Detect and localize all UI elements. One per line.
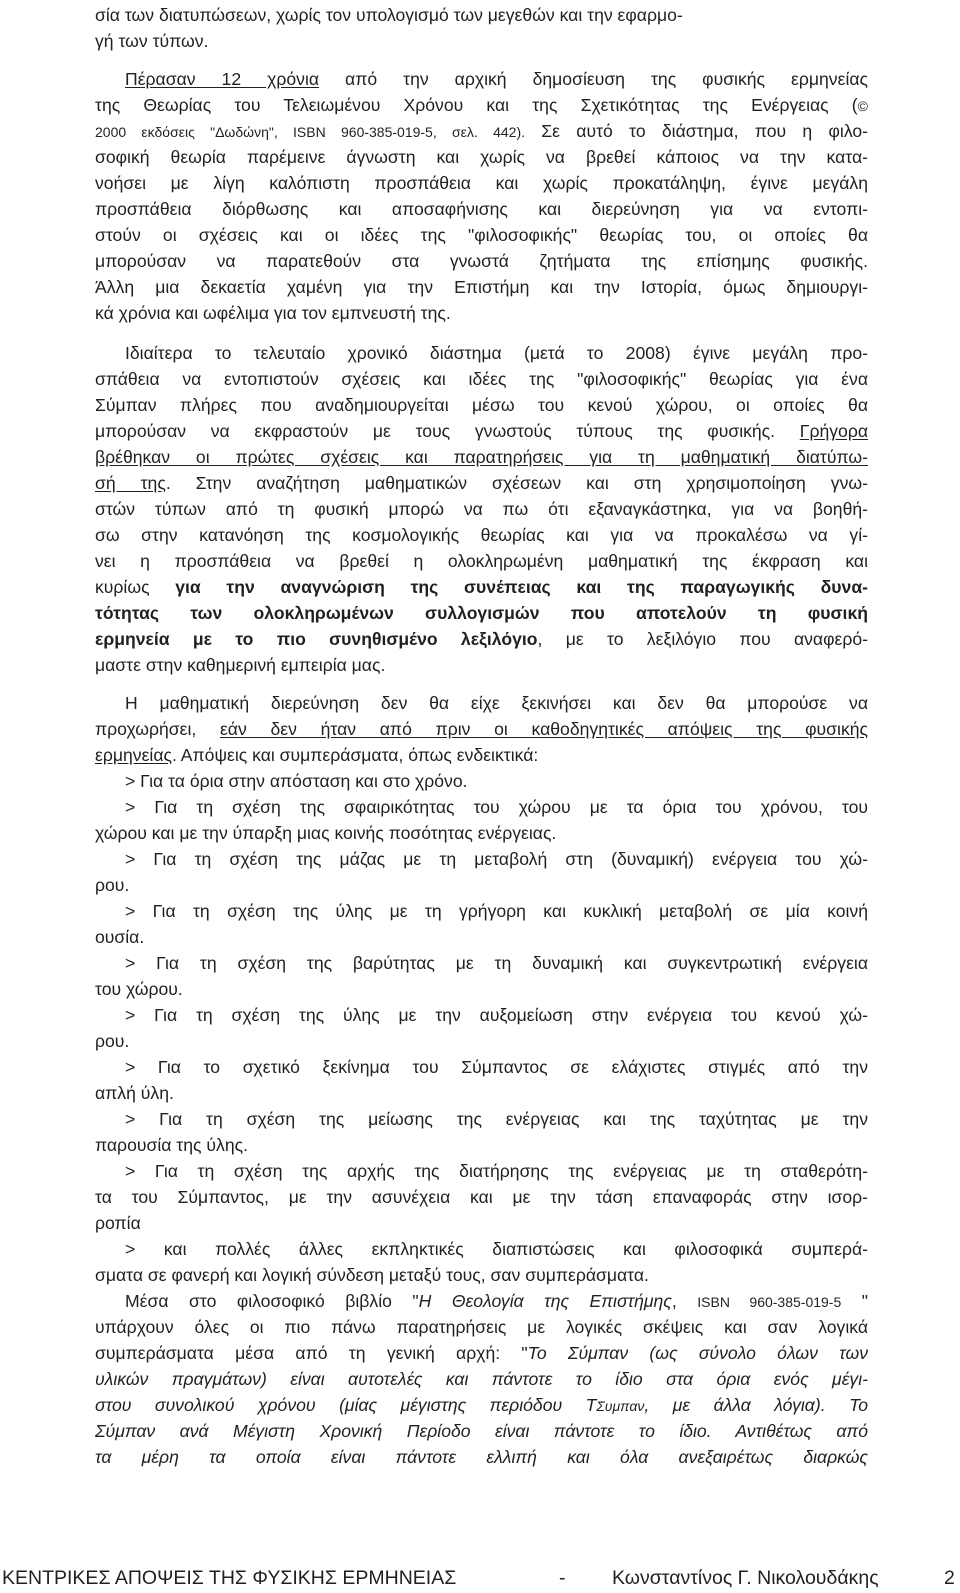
italic-text: Το Σύμπαν (ως σύνολο όλων των	[527, 1343, 868, 1363]
text-line	[95, 1158, 868, 1184]
footer-title: ΚΕΝΤΡΙΚΕΣ ΑΠΟΨΕΙΣ ΤΗΣ ΦΥΣΙΚΗΣ ΕΡΜΗΝΕΙΑΣ	[2, 1567, 457, 1589]
text-line	[95, 1366, 868, 1392]
text-segment: απλή ύλη.	[95, 1083, 174, 1103]
text-line	[95, 1210, 868, 1236]
text-segment: νοήσει με λίγη καλόπιστη προσπάθεια και χωρίς προκατάληψη, έγινε μεγάλη	[95, 173, 868, 193]
text-segment: χώρου και με την ύπαρξη μιας κοινής ποσότητας ενέργειας.	[95, 823, 557, 843]
text-line	[95, 444, 868, 470]
underlined-text: ερμηνείας	[95, 745, 172, 765]
text-line	[95, 470, 868, 496]
text-segment: > και πολλές άλλες εκπληκτικές διαπιστώσεις και φιλοσοφικά συμπερά-	[125, 1239, 868, 1259]
text-line	[95, 92, 868, 118]
text-segment: από την αρχική δημοσίευση της φυσικής ερμηνείας	[319, 69, 869, 89]
text-line	[95, 742, 868, 768]
text-segment: ροπία	[95, 1213, 141, 1233]
text-segment: > Για τη σχέση της βαρύτητας με τη δυναμική και συγκεντρωτική ενέργεια	[125, 953, 868, 973]
text-segment: Σε αυτό το διάστημα, που η φιλο-	[525, 121, 868, 141]
text-segment: τα του Σύμπαντος, με την ασυνέχεια και με την τάση επαναφοράς στην ισορ-	[95, 1187, 868, 1207]
text-segment: στών τύπων από τη φυσική μπορώ να πω ότι εξαναγκάστηκα, για να βοηθή-	[95, 499, 868, 519]
text-segment: > Για τη σχέση της ύλης με τη γρήγορη και κυκλική μεταβολή σε μία κοινή	[125, 901, 868, 921]
text-line	[95, 652, 868, 678]
text-line	[95, 196, 868, 222]
text-line	[95, 522, 868, 548]
text-segment: > Για τη σχέση της ύλης με την αυξομείωση στην ενέργεια του κενού χώ-	[125, 1005, 868, 1025]
text-segment: > Για τη σχέση της μείωσης της ενέργειας και της ταχύτητας με την	[125, 1109, 868, 1129]
text-segment: "	[841, 1291, 868, 1311]
text-line	[95, 28, 868, 54]
text-segment: σω στην κατανόηση της κοσμολογικής θεωρίας και για να προκαλέσω να γί-	[95, 525, 868, 545]
text-line	[95, 1132, 868, 1158]
text-segment: του χώρου.	[95, 979, 183, 999]
text-line	[95, 690, 868, 716]
underlined-text: Γρήγορα	[799, 421, 868, 441]
text-line	[95, 1106, 868, 1132]
italic-text: , με άλλα λόγια). Το	[644, 1395, 869, 1415]
italic-text: Σύμπαν ανά Μέγιστη Χρονική Περίοδο είναι πάντοτε το ίδιο. Αντιθέτως από	[95, 1421, 868, 1441]
text-line	[95, 924, 868, 950]
text-line	[95, 1418, 868, 1444]
text-line	[95, 274, 868, 300]
italic-text: τα μέρη τα οποία είναι πάντοτε ελλιπή και όλα ανεξαιρέτως διαρκώς	[95, 1447, 868, 1467]
text-line	[95, 2, 868, 28]
text-segment: . Απόψεις και συμπεράσματα, όπως ενδεικτικά:	[171, 745, 539, 765]
text-segment: της Θεωρίας του Τελειωμένου Χρόνου και της Σχετικότητας της Ενέργειας (	[95, 95, 858, 115]
text-line	[95, 1184, 868, 1210]
text-line	[95, 248, 868, 274]
text-line	[95, 898, 868, 924]
text-segment: ISBN 960-385-019-5	[697, 1294, 842, 1310]
text-segment: , με το λεξιλόγιο που αναφερό-	[537, 629, 868, 649]
underlined-text: Πέρασαν 12 χρόνια	[125, 69, 320, 89]
text-segment: σία των διατυπώσεων, χωρίς τον υπολογισμό των μεγεθών και την εφαρμο-	[95, 5, 683, 25]
underlined-text: εάν δεν ήταν από πριν οι καθοδηγητικές απόψεις της φυσικής	[219, 719, 868, 739]
text-line	[95, 1340, 868, 1366]
text-line	[95, 1288, 868, 1314]
text-line	[95, 392, 868, 418]
text-segment: σπάθεια να εντοπιστούν σχέσεις και ιδέες της "φιλοσοφικής" θεωρίας για ένα	[95, 369, 868, 389]
text-line	[95, 170, 868, 196]
text-line	[95, 66, 868, 92]
text-segment: στούν οι σχέσεις και οι ιδέες της "φιλοσοφικής" θεωρίας του, οι οποίες θα	[95, 225, 868, 245]
text-segment: Σύμπαν πλήρες που αναδημιουργείται μέσω του κενού χώρου, οι οποίες θα	[95, 395, 868, 415]
text-line	[95, 300, 868, 326]
footer-separator: -	[559, 1567, 566, 1589]
text-segment: προσπάθεια διόρθωσης και αποσαφήνισης και διερεύνηση για να εντοπι-	[95, 199, 868, 219]
text-segment: ,	[671, 1291, 698, 1311]
text-segment: σματα σε φανερή και λογική σύνδεση μεταξύ τους, σαν συμπεράσματα.	[95, 1265, 649, 1285]
italic-text: υλικών πραγμάτων) είναι αυτοτελές και πάντοτε το ίδιο στα όρια ενός μέγι-	[95, 1369, 868, 1389]
text-segment: κυρίως	[95, 577, 176, 597]
text-segment: > Για τη σχέση της αρχής της διατήρησης της ενέργειας με τη σταθερότη-	[125, 1161, 868, 1181]
text-segment: Μέσα στο φιλοσοφικό βιβλίο "	[125, 1291, 419, 1311]
text-line	[95, 496, 868, 522]
text-line	[95, 1444, 868, 1470]
italic-text: Η Θεολογία της Επιστήμης	[418, 1291, 672, 1311]
text-segment: Άλλη μια δεκαετία χαμένη για την Επιστήμη και την Ιστορία, όμως δημιουργι-	[95, 277, 868, 297]
text-line	[95, 716, 868, 742]
text-line	[95, 118, 868, 144]
text-line	[95, 1028, 868, 1054]
text-line	[95, 768, 868, 794]
text-segment: σοφική θεωρία παρέμεινε άγνωστη και χωρίς να βρεθεί κάποιος να την κατα-	[95, 147, 868, 167]
text-line	[95, 1080, 868, 1106]
text-segment: > Για τα όρια στην απόσταση και στο χρόνο.	[125, 771, 468, 791]
bold-text: ερμηνεία με το πιο συνηθισμένο λεξιλόγιο	[95, 629, 538, 649]
text-segment: . Στην αναζήτηση μαθηματικών σχέσεων και στη χρησιμοποίηση γνω-	[165, 473, 868, 493]
text-segment: νει η προσπάθεια να βρεθεί η ολοκληρωμένη μαθηματική της έκφραση και	[95, 551, 868, 571]
text-segment: μαστε στην καθημερινή εμπειρία μας.	[95, 655, 386, 675]
text-line	[95, 626, 868, 652]
text-line	[95, 872, 868, 898]
text-line	[95, 1392, 868, 1418]
page-number: 2	[944, 1567, 955, 1589]
text-segment: Η μαθηματική διερεύνηση δεν θα είχε ξεκινήσει και δεν θα μπορούσε να	[125, 693, 868, 713]
text-segment: γή των τύπων.	[95, 31, 209, 51]
text-segment: ρου.	[95, 1031, 130, 1051]
underlined-text: βρέθηκαν οι πρώτες σχέσεις και παρατηρήσεις για τη μαθηματική διατύπω-	[95, 447, 868, 467]
text-line	[95, 1054, 868, 1080]
text-line	[95, 1002, 868, 1028]
bold-text: τότητας των ολοκληρωμένων συλλογισμών που αποτελούν τη φυσική	[95, 603, 868, 623]
italic-text: Συμπαν	[596, 1398, 645, 1414]
text-segment: 2000 εκδόσεις "Δωδώνη", ISBN 960-385-019-5, σελ. 442).	[95, 124, 525, 140]
text-line	[95, 820, 868, 846]
text-segment: παρουσία της ύλης.	[95, 1135, 248, 1155]
italic-text: στου συνολικού χρόνου (μίας μέγιστης περιόδου Τ	[95, 1395, 597, 1415]
text-line	[95, 1262, 868, 1288]
text-segment: μπορούσαν να εκφραστούν με τους γνωστούς τύπους της φυσικής.	[95, 421, 800, 441]
text-line	[95, 222, 868, 248]
text-line	[95, 1314, 868, 1340]
text-line	[95, 144, 868, 170]
text-segment: ουσία.	[95, 927, 145, 947]
text-line	[95, 418, 868, 444]
text-line	[95, 366, 868, 392]
text-line	[95, 976, 868, 1002]
text-line	[95, 340, 868, 366]
text-line	[95, 574, 868, 600]
text-segment: > Για τη σχέση της σφαιρικότητας του χώρου με τα όρια του χρόνου, του	[125, 797, 868, 817]
text-line	[95, 1236, 868, 1262]
text-segment: > Για το σχετικό ξεκίνημα του Σύμπαντος σε ελάχιστες στιγμές από την	[125, 1057, 868, 1077]
text-segment: > Για τη σχέση της μάζας με τη μεταβολή στη (δυναμική) ενέργεια του χώ-	[125, 849, 868, 869]
text-line	[95, 794, 868, 820]
text-segment: κά χρόνια και ωφέλιμα για τον εμπνευστή της.	[95, 303, 451, 323]
text-segment: συμπεράσματα μέσα από τη γενική αρχή: "	[95, 1343, 528, 1363]
text-line	[95, 950, 868, 976]
text-segment: προχωρήσει,	[95, 719, 220, 739]
text-segment: ©	[857, 98, 868, 114]
text-line	[95, 600, 868, 626]
bold-text: για την αναγνώριση της συνέπειας και της παραγωγικής δυνα-	[175, 577, 868, 597]
text-segment: Ιδιαίτερα το τελευταίο χρονικό διάστημα (μετά το 2008) έγινε μεγάλη προ-	[125, 343, 868, 363]
underlined-text: σή της	[95, 473, 166, 493]
text-segment: μπορούσαν να παρατεθούν στα γνωστά ζητήματα της επίσημης φυσικής.	[95, 251, 868, 271]
text-segment: ρου.	[95, 875, 130, 895]
text-line	[95, 548, 868, 574]
page-footer	[0, 1564, 960, 1592]
text-segment: υπάρχουν όλες οι πιο πάνω παρατηρήσεις με λογικές σκέψεις και σαν λογικά	[95, 1317, 868, 1337]
text-line	[95, 846, 868, 872]
footer-author: Κωνσταντίνος Γ. Νικολουδάκης	[612, 1567, 879, 1589]
